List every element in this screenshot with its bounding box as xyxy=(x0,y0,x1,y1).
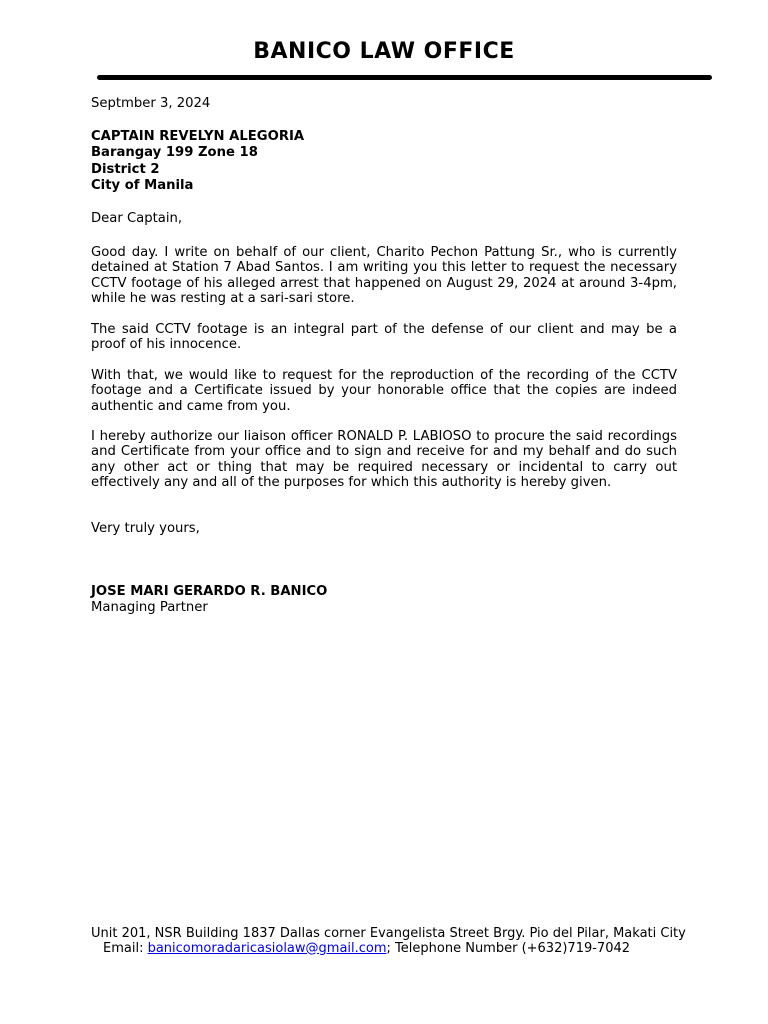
body-paragraph-authorization: I hereby authorize our liaison officer RONALD P. LABIOSO to procure the said recordings and Certificate from your office and to sign and receive for and my behalf and do such any other act or thing that may be required necessary or incidental to carry out effectively any and all of the purposes for which this authority is hereby given. xyxy=(91,429,677,490)
body-paragraph-request: With that, we would like to request for the reproduction of the recording of the CCTV footage and a Certificate issued by your honorable office that the copies are indeed authentic and came from you. xyxy=(91,368,677,414)
signatory-name: JOSE MARI GERARDO R. BANICO xyxy=(91,584,328,599)
addressee-city: City of Manila xyxy=(91,177,194,193)
footer-telephone: ; Telephone Number (+632)719-7042 xyxy=(386,940,631,956)
footer-contact xyxy=(91,942,691,957)
body-paragraph-importance: The said CCTV footage is an integral part of the defense of our client and may be a proof of his innocence. xyxy=(91,322,677,353)
footer-email-label: Email: xyxy=(103,940,148,956)
addressee-district: District 2 xyxy=(91,161,160,177)
closing: Very truly yours, xyxy=(91,521,200,536)
addressee-name: CAPTAIN REVELYN ALEGORIA xyxy=(91,129,305,144)
footer-email-link[interactable]: banicomoradaricasiolaw@gmail.com xyxy=(147,940,387,956)
signatory-title: Managing Partner xyxy=(91,600,208,615)
letter-date: Septmber 3, 2024 xyxy=(91,96,211,111)
footer-address: Unit 201, NSR Building 1837 Dallas corner Evangelista Street Brgy. Pio del Pilar, Makati City xyxy=(91,926,686,941)
salutation: Dear Captain, xyxy=(91,211,183,226)
body-paragraph-intro: Good day. I write on behalf of our client, Charito Pechon Pattung Sr., who is currently detained at Station 7 Abad Santos. I am writing you this letter to request the necessary CCTV footage of his alleged arrest that happened on August 29, 2024 at around 3-4pm, while he was resting at a sari-sari store. xyxy=(91,245,677,306)
addressee-barangay: Barangay 199 Zone 18 xyxy=(91,145,258,161)
letterhead-divider xyxy=(97,75,712,80)
addressee-block xyxy=(91,129,677,194)
footer xyxy=(91,927,691,956)
letterhead-title: BANICO LAW OFFICE xyxy=(253,39,515,64)
